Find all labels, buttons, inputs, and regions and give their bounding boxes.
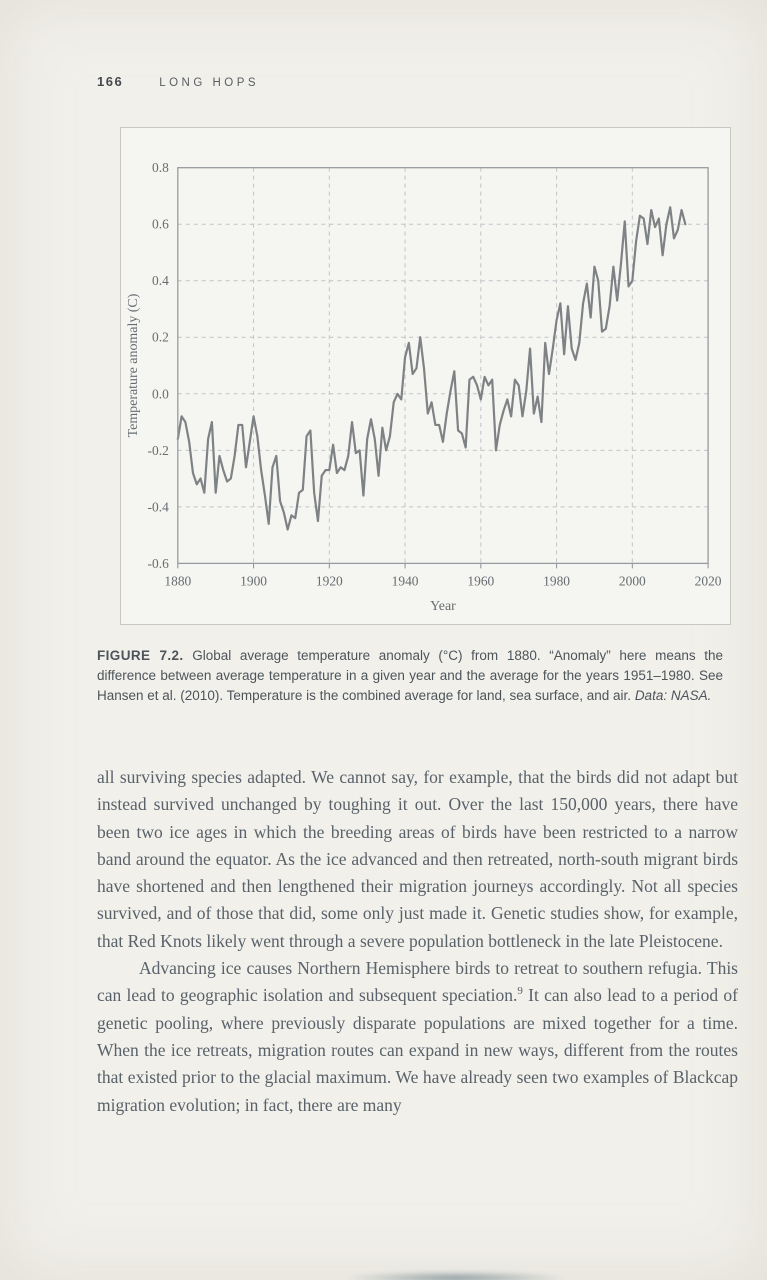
figure-caption-credit: Data: NASA. xyxy=(634,688,712,703)
page-header xyxy=(97,73,259,91)
figure-caption-label: FIGURE 7.2. xyxy=(97,648,184,663)
paragraph-text: It can also lead to a period of genetic pooling, where previously disparate populations are mixed together for a time. When the ice retreats, migration routes can expand in new ways, different from the routes that existed prior to the glacial maximum. We have already seen two examples of Blackcap migration evolution; in fact, there are many xyxy=(97,985,739,1115)
y-tick-label: -0.6 xyxy=(147,555,169,571)
x-tick-label: 2020 xyxy=(694,573,722,589)
paragraph-text: Advancing ice causes Northern Hemisphere birds to retreat to southern refugia. This can lead to geographic isolation and subsequent speciation. xyxy=(97,958,738,1006)
x-tick-label: 1900 xyxy=(240,573,268,589)
y-tick-label: 0.6 xyxy=(152,216,169,232)
x-tick-label: 1940 xyxy=(391,573,419,589)
x-tick-label: 1920 xyxy=(315,573,343,589)
x-tick-label: 1880 xyxy=(164,573,192,589)
y-axis-title: Temperature anomaly (C) xyxy=(125,293,141,438)
x-tick-label: 1960 xyxy=(467,573,495,589)
page-bottom-scan-shadow xyxy=(348,1271,563,1280)
running-head: LONG HOPS xyxy=(159,77,260,89)
y-tick-label: 0.4 xyxy=(152,273,169,289)
x-tick-label: 2000 xyxy=(618,573,646,589)
y-tick-label: 0.8 xyxy=(152,160,169,176)
plot-border xyxy=(178,168,708,564)
y-tick-label: -0.2 xyxy=(147,442,169,458)
paragraph xyxy=(97,955,738,1119)
figure-box xyxy=(120,127,731,625)
x-axis-title: Year xyxy=(430,599,456,615)
y-tick-label: 0.0 xyxy=(152,386,169,402)
y-tick-label: 0.2 xyxy=(152,329,169,345)
figure-caption-text: Global average temperature anomaly (°C) from 1880. “Anomaly” here means the difference between average temperature in a given year and the average for the years 1951–1980. See Hansen et al. (2010). Temperature is the combined average for land, sea surface, and air. xyxy=(97,648,723,703)
y-tick-label: -0.4 xyxy=(147,499,169,515)
paragraph: all surviving species adapted. We cannot say, for example, that the birds did not adapt but instead survived unchanged by toughing it out. Over the last 150,000 years, there have been two ice ages in which the breeding areas of birds have been restricted to a narrow band around the equator. As the ice advanced and then retreated, north-south migrant birds have shortened and then lengthened their migration journeys accordingly. Not all species survived, and of those that did, some only just made it. Genetic studies show, for example, that Red Knots likely went through a severe population bottleneck in the late Pleistocene. xyxy=(97,767,738,951)
body-text xyxy=(97,764,738,1119)
x-tick-label: 1980 xyxy=(543,573,571,589)
footnote-marker: 9 xyxy=(517,985,523,998)
figure-caption xyxy=(97,646,723,706)
page-number: 166 xyxy=(97,74,124,89)
temperature-anomaly-chart xyxy=(121,128,730,624)
